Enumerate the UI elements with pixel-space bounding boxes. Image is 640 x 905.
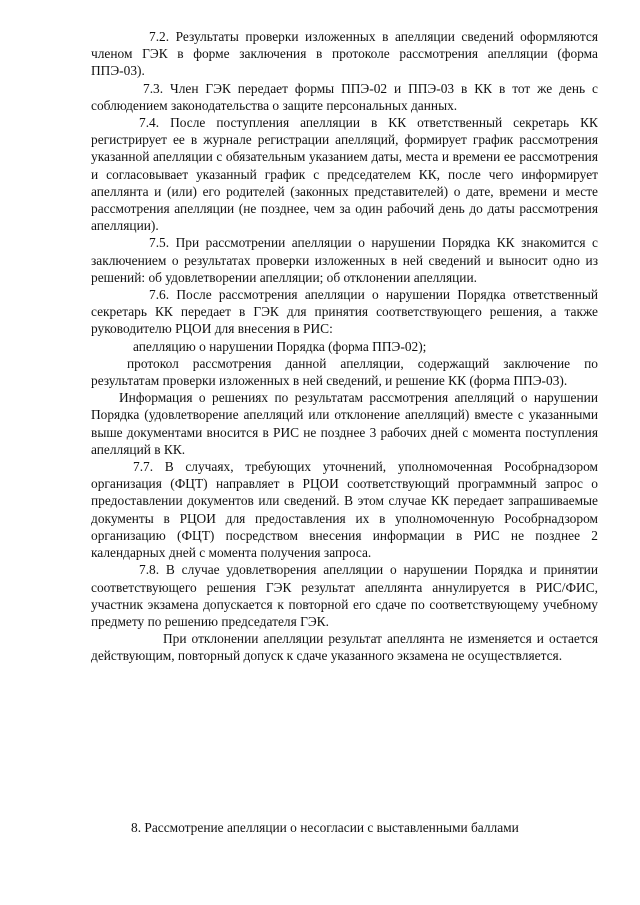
paragraph-7-4: 7.4. После поступления апелляции в КК ответственный секретарь КК регистрирует ее в журнале регистрации апелляций, формирует график рассмотрения указанной апелляции с обязательным указанием даты, места и времени ее рассмотрения и согласовывает указанный график с председателем КК, после чего информирует апеллянта и (или) его родителей (законных представителей) о дате, времени и месте рассмотрения апелляции (не позднее, чем за один рабочий день до даты рассмотрения апелляции). (91, 115, 598, 234)
paragraph-7-7: 7.7. В случаях, требующих уточнений, уполномоченная Рособрнадзором организация (ФЦТ) направляет в РЦОИ соответствующий программный запрос о предоставлении документов или сведений. В этом случае КК передает запрашиваемые документы в РЦОИ для предоставления их в уполномоченную Рособрнадзором организацию (ФЦТ) посредством внесения информации в РИС не позднее 2 календарных дней с момента получения запроса. (91, 459, 598, 561)
paragraph-7-2: 7.2. Результаты проверки изложенных в апелляции сведений оформляются членом ГЭК в форме заключения в протоколе рассмотрения апелляции (форма ППЭ-03). (91, 29, 598, 79)
paragraph-7-6-info: Информация о решениях по результатам рассмотрения апелляций о нарушении Порядка (удовлетворение апелляций или отклонение апелляций) вместе с указанными выше документами вносится в РИС не позднее 3 рабочих дней с момента поступления апелляций в КК. (91, 390, 598, 457)
document-body (91, 28, 598, 665)
paragraph-7-8: 7.8. В случае удовлетворения апелляции о нарушении Порядка и принятии соответствующего решения ГЭК результат апеллянта аннулируется в РИС/ФИС, участник экзамена допускается к повторной его сдаче по соответствующему учебному предмету по решению председателя ГЭК. (91, 562, 598, 629)
paragraph-7-6-item-1: апелляцию о нарушении Порядка (форма ППЭ-02); (133, 338, 427, 354)
paragraph-7-6: 7.6. После рассмотрения апелляции о нарушении Порядка ответственный секретарь КК передает в ГЭК для принятия соответствующего решения, а также руководителю РЦОИ для внесения в РИС: (91, 287, 598, 337)
paragraph-7-8-rejection: При отклонении апелляции результат апеллянта не изменяется и остается действующим, повторный допуск к сдаче указанного экзамена не осуществляется. (91, 631, 598, 664)
paragraph-7-5: 7.5. При рассмотрении апелляции о нарушении Порядка КК знакомится с заключением о результатах проверки изложенных в ней сведений и выносит одно из решений: об удовлетворении апелляции; об отклонении апелляции. (91, 235, 598, 285)
paragraph-7-6-item-2: протокол рассмотрения данной апелляции, содержащий заключение по результатам проверки изложенных в ней сведений, и решение КК (форма ППЭ-03). (91, 355, 598, 389)
paragraph-7-3: 7.3. Член ГЭК передает формы ППЭ-02 и ППЭ-03 в КК в тот же день с соблюдением законодательства о защите персональных данных. (91, 80, 598, 113)
section-heading-8: 8. Рассмотрение апелляции о несогласии с выставленными баллами (131, 820, 519, 835)
